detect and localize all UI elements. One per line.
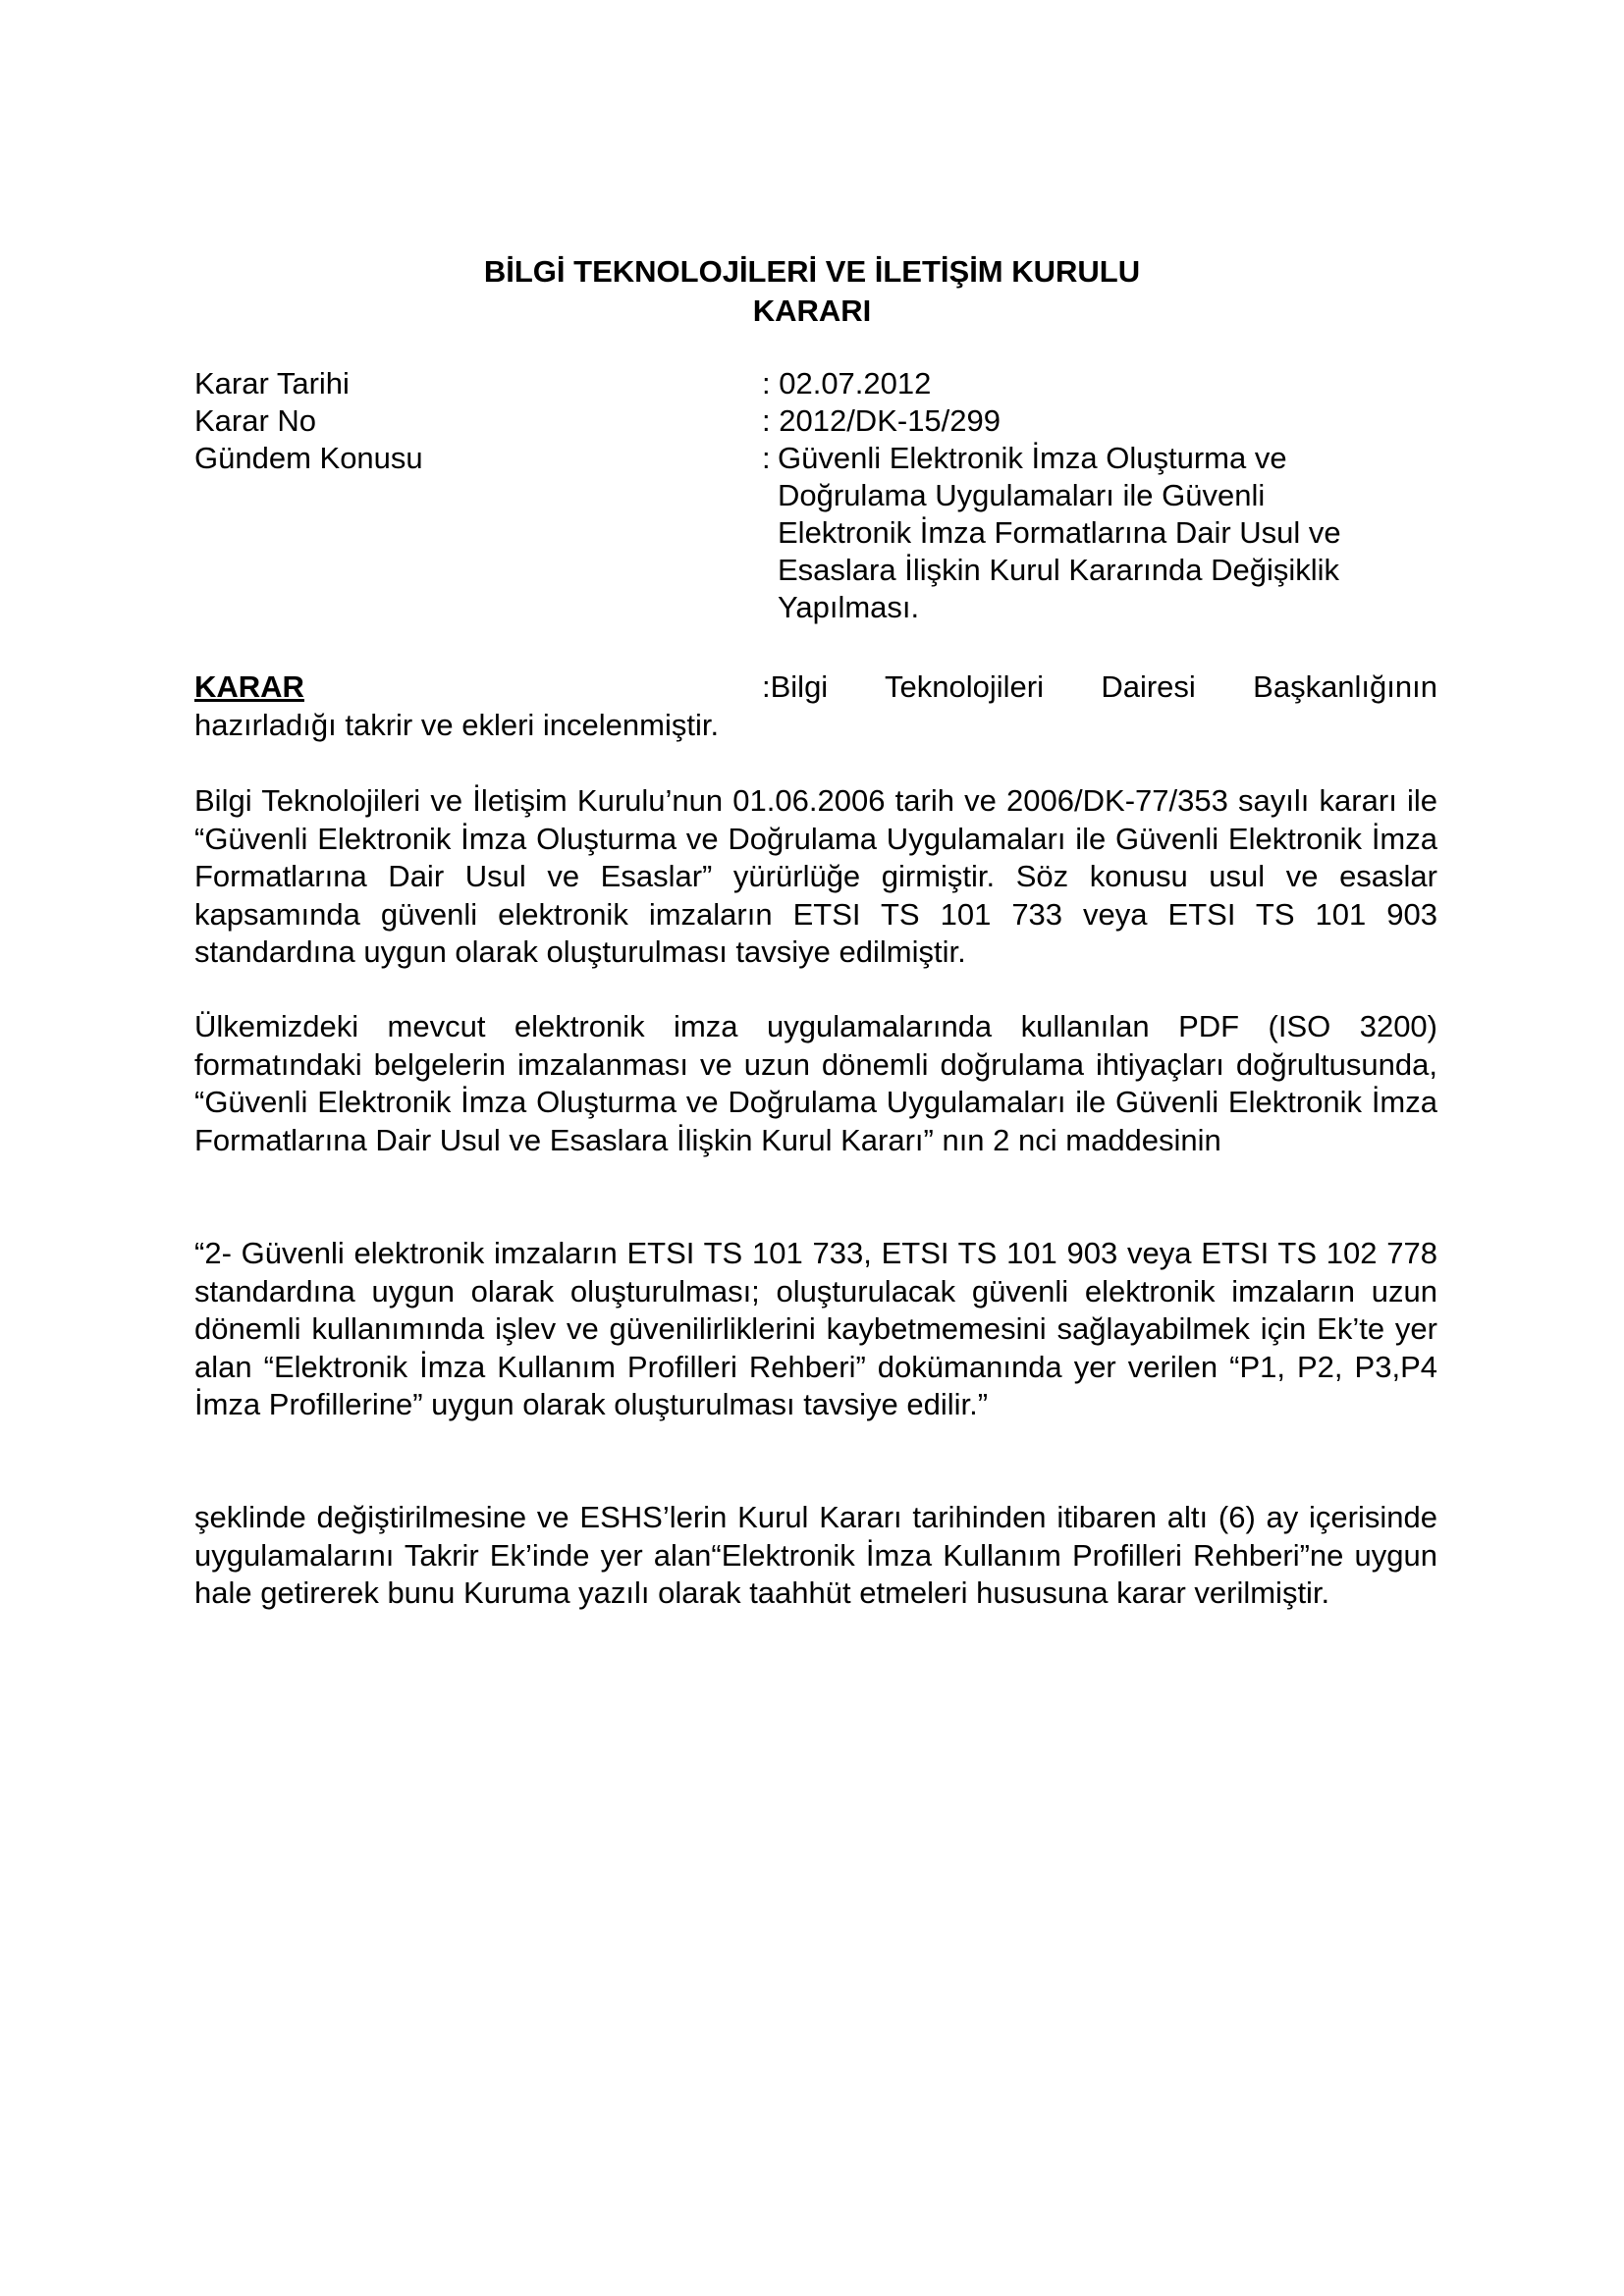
- paragraph-amended-article: “2- Güvenli elektronik imzaların ETSI TS 101 733, ETSI TS 101 903 veya ETSI TS 102 778 standardına uygun olarak oluşturulması; oluşturulacak güvenli elektronik imzaların uzun dönemli kullanımında işlev ve güvenilirliklerini kaybetmemesini sağlayabilmek için Ek’te yer alan “Elektronik İmza Kullanım Profilleri Rehberi” dokümanında yer verilen “P1, P2, P3,P4 İmza Profillerine” uygun olarak oluşturulması tavsiye edilir.”: [194, 1236, 1437, 1421]
- paragraph-justification: Ülkemizdeki mevcut elektronik imza uygulamalarında kullanılan PDF (ISO 3200) formatındaki belgelerin imzalanması ve uzun dönemli doğrulama ihtiyaçları doğrultusunda, “Güvenli Elektronik İmza Oluşturma ve Doğrulama Uygulamaları ile Güvenli Elektronik İmza Formatlarına Dair Usul ve Esaslara İlişkin Kurul Kararı” nın 2 nci maddesinin: [194, 1009, 1437, 1157]
- paragraph-resolution: şeklinde değiştirilmesine ve ESHS’lerin Kurul Kararı tarihinden itibaren altı (6) ay içerisinde uygulamalarını Takrir Ek’inde yer alan“Elektronik İmza Kullanım Profilleri Rehberi”ne uygun hale getirerek bunu Kuruma yazılı olarak taahhüt etmeleri hususuna karar verilmiştir.: [194, 1500, 1437, 1610]
- decision-intro: [194, 668, 1437, 744]
- meta-row-date: [194, 365, 1441, 402]
- decision-intro-first-line: [194, 668, 1437, 707]
- subject-line: Doğrulama Uygulamaları ile Güvenli: [778, 478, 1266, 512]
- document-title-line2: KARARI: [752, 294, 872, 328]
- number-label: Karar No: [194, 403, 317, 438]
- document-title-line1: BİLGİ TEKNOLOJİLERİ VE İLETİŞİM KURULU: [483, 254, 1141, 289]
- paragraph-background: Bilgi Teknolojileri ve İletişim Kurulu’nun 01.06.2006 tarih ve 2006/DK-77/353 sayılı kararı ile “Güvenli Elektronik İmza Oluşturma ve Doğrulama Uygulamaları ile Güvenli Elektronik İmza Formatlarına Dair Usul ve Esaslar” yürürlüğe girmiştir. Söz konusu usul ve esaslar kapsamında güvenli elektronik imzaların ETSI TS 101 733 veya ETSI TS 101 903 standardına uygun olarak oluşturulması tavsiye edilmiştir.: [194, 783, 1437, 969]
- meta-row-subject: [194, 440, 1441, 626]
- subject-value: [762, 440, 1441, 626]
- subject-line: Güvenli Elektronik İmza Oluşturma ve: [778, 441, 1287, 475]
- meta-row-number: [194, 402, 1441, 440]
- date-value: : 02.07.2012: [762, 366, 932, 400]
- subject-label: Gündem Konusu: [194, 441, 423, 475]
- subject-text: [778, 440, 1441, 626]
- subject-line: Esaslara İlişkin Kurul Kararında Değişiklik: [778, 553, 1340, 587]
- subject-line: Yapılması.: [778, 590, 920, 624]
- subject-line: Elektronik İmza Formatlarına Dair Usul ve: [778, 515, 1341, 550]
- decision-heading-text: KARAR: [194, 669, 304, 704]
- date-label: Karar Tarihi: [194, 366, 350, 400]
- decision-heading: [194, 668, 762, 707]
- decision-intro-continuation: hazırladığı takrir ve ekleri incelenmiştir.: [194, 707, 720, 742]
- decision-intro-text: :Bilgi Teknolojileri Dairesi Başkanlığının: [762, 669, 1437, 704]
- subject-colon: :: [762, 441, 771, 475]
- decision-metadata: [194, 365, 1441, 626]
- number-value: : 2012/DK-15/299: [762, 403, 1001, 438]
